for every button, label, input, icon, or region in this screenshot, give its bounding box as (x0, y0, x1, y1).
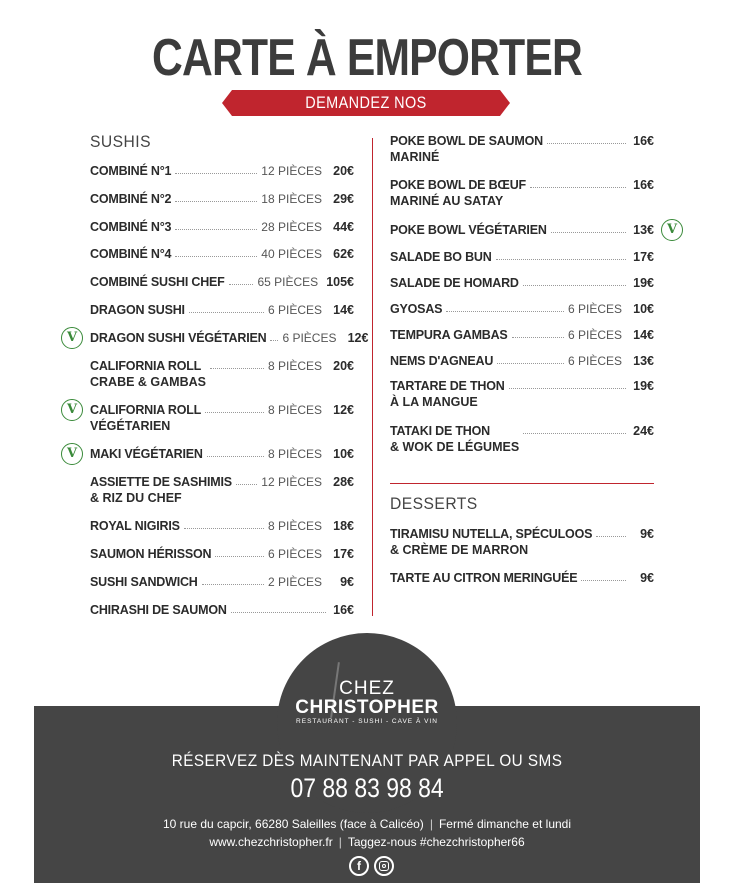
item-price: 13€ (633, 223, 654, 237)
item-quantity: 65 PIÈCES (257, 275, 319, 289)
item-name-block (390, 222, 547, 238)
vegetarian-leaf-icon: V (61, 443, 83, 465)
item-name-block (90, 330, 266, 346)
web-line (0, 835, 734, 849)
item-price: 10€ (633, 302, 654, 316)
item-name: COMBINÉ N°2 (90, 192, 172, 206)
item-name-block (90, 402, 201, 434)
leader-dots (496, 249, 626, 260)
item-quantity: 6 PIÈCES (567, 354, 622, 368)
logo-subtitle: RESTAURANT - SUSHI - CAVE À VIN (296, 718, 438, 725)
menu-item (90, 518, 354, 534)
menu-item (390, 378, 654, 410)
leader-dots (497, 353, 564, 364)
leader-dots (175, 219, 257, 230)
menu-item (90, 274, 354, 290)
item-price: 9€ (340, 575, 354, 589)
suggestions-ribbon (232, 90, 500, 138)
item-name-line2: & RIZ DU CHEF (90, 491, 182, 505)
item-name: NEMS D'AGNEAU (390, 354, 494, 368)
item-price: 16€ (333, 603, 354, 617)
item-name: GYOSAS (390, 302, 443, 316)
leader-dots (512, 327, 564, 338)
item-name: CALIFORNIA ROLL (90, 403, 202, 417)
item-name-block (90, 574, 198, 590)
item-price: 16€ (633, 134, 654, 148)
item-name: SUSHI SANDWICH (90, 575, 198, 589)
menu-item (90, 446, 354, 462)
menu-item (90, 219, 354, 235)
website-link[interactable]: www.chezchristopher.fr (209, 835, 333, 849)
item-name-block (90, 274, 225, 290)
menu-item (390, 327, 654, 343)
menu-item (390, 526, 654, 558)
item-name-block (390, 327, 508, 343)
menu-item (390, 301, 654, 317)
item-name: DRAGON SUSHI (90, 303, 185, 317)
leader-dots (523, 275, 626, 286)
item-name-line2: MARINÉ (390, 150, 440, 164)
item-price: 12€ (347, 331, 369, 345)
item-name: COMBINÉ N°4 (90, 247, 172, 261)
menu-item (390, 570, 654, 586)
facebook-icon[interactable]: f (349, 856, 369, 876)
menu-item (390, 222, 654, 238)
menu-item (390, 249, 654, 265)
ribbon-text: DEMANDEZ NOS SUGGESTIONS (305, 93, 427, 138)
item-name-block (90, 474, 232, 506)
item-name: POKE BOWL VÉGÉTARIEN (390, 223, 547, 237)
item-price: 17€ (633, 250, 654, 264)
item-name-block (390, 526, 592, 558)
item-price: 28€ (333, 475, 354, 489)
item-name: TIRAMISU NUTELLA, SPÉCULOOS (390, 527, 593, 541)
logo-name: CHRISTOPHER (295, 697, 439, 718)
item-price: 16€ (633, 178, 654, 192)
item-name-line2: & CRÈME DE MARRON (390, 543, 529, 557)
item-name-block (90, 302, 185, 318)
item-name-block (390, 275, 519, 291)
item-name-line2: À LA MANGUE (390, 395, 478, 409)
menu-item (90, 602, 354, 618)
leader-dots (581, 570, 626, 581)
opening-hours: Fermé dimanche et lundi (438, 817, 572, 831)
item-name-block (90, 246, 171, 262)
item-name: MAKI VÉGÉTARIEN (90, 447, 203, 461)
item-name: DRAGON SUSHI VÉGÉTARIEN (90, 331, 267, 345)
reserve-label: RÉSERVEZ DÈS MAINTENANT PAR APPEL OU SMS (171, 751, 563, 770)
page-title: CARTE À EMPORTER (152, 29, 582, 87)
menu-item (90, 246, 354, 262)
leader-dots (175, 246, 257, 257)
item-price: 19€ (633, 379, 654, 393)
item-name-line2: MARINÉ AU SATAY (390, 194, 504, 208)
item-price: 44€ (333, 220, 354, 234)
sushis-section-title: SUSHIS (90, 132, 151, 151)
item-name: POKE BOWL DE BŒUF (390, 178, 526, 192)
item-price: 14€ (633, 328, 654, 342)
item-name-line2: VÉGÉTARIEN (90, 419, 171, 433)
item-name: TARTARE DE THON (390, 379, 505, 393)
leader-dots (175, 191, 257, 202)
item-quantity: 18 PIÈCES (261, 192, 322, 206)
item-quantity: 8 PIÈCES (267, 447, 322, 461)
menu-item (90, 330, 369, 346)
menu-item (90, 358, 354, 390)
item-name: TATAKI DE THON (390, 424, 490, 438)
item-name-block (90, 219, 171, 235)
item-name-block (390, 423, 519, 455)
item-name-block (90, 163, 171, 179)
item-name-line2: & WOK DE LÉGUMES (390, 440, 520, 454)
item-name-line2: CRABE & GAMBAS (90, 375, 206, 389)
menu-item (90, 402, 354, 434)
column-divider (372, 138, 373, 616)
leader-dots (229, 274, 254, 285)
phone-label: 07 88 83 98 84 (290, 773, 444, 803)
item-quantity: 6 PIÈCES (567, 328, 622, 342)
menu-item (390, 423, 654, 455)
item-price: 105€ (326, 275, 354, 289)
item-name-block (90, 546, 211, 562)
item-quantity: 6 PIÈCES (567, 302, 622, 316)
menu-item (90, 302, 354, 318)
menu-item (390, 133, 654, 165)
leader-dots (231, 602, 326, 613)
item-name: COMBINÉ N°1 (90, 164, 172, 178)
item-price: 19€ (633, 276, 654, 290)
leader-dots (509, 378, 626, 389)
item-price: 20€ (333, 164, 354, 178)
item-quantity: 2 PIÈCES (267, 575, 322, 589)
desserts-section-title: DESSERTS (390, 494, 478, 513)
vegetarian-leaf-icon: V (661, 219, 683, 241)
item-name: COMBINÉ SUSHI CHEF (90, 275, 225, 289)
menu-item (90, 163, 354, 179)
item-quantity: 8 PIÈCES (267, 359, 322, 373)
item-name-block (90, 602, 227, 618)
desserts-divider (390, 483, 654, 484)
menu-item (390, 177, 654, 209)
menu-item (90, 574, 354, 590)
item-name-block (390, 570, 577, 586)
item-name-block (390, 133, 543, 165)
hashtag: Taggez-nous #chezchristopher66 (347, 835, 525, 849)
logo-chez: CHEZ (339, 678, 395, 699)
leader-dots (547, 133, 626, 144)
item-name-block (390, 249, 492, 265)
reserve-text (0, 751, 734, 771)
item-quantity: 12 PIÈCES (261, 475, 322, 489)
address-line (0, 817, 734, 831)
menu-item (90, 474, 354, 506)
item-price: 9€ (640, 571, 654, 585)
separator: | (338, 835, 342, 849)
vegetarian-leaf-icon: V (61, 399, 83, 421)
vegetarian-leaf-icon: V (61, 327, 83, 349)
phone-number[interactable] (0, 773, 734, 804)
item-price: 9€ (640, 527, 654, 541)
item-name: TARTE AU CITRON MERINGUÉE (390, 571, 578, 585)
item-quantity: 12 PIÈCES (261, 164, 322, 178)
item-price: 24€ (633, 424, 654, 438)
item-quantity: 6 PIÈCES (267, 547, 322, 561)
leader-dots (523, 423, 626, 434)
leader-dots (210, 358, 264, 369)
item-price: 18€ (333, 519, 354, 533)
item-name-block (390, 177, 526, 209)
item-name: CALIFORNIA ROLL (90, 359, 202, 373)
leader-dots (175, 163, 257, 174)
item-quantity: 6 PIÈCES (282, 331, 337, 345)
leader-dots (270, 330, 278, 341)
item-quantity: 28 PIÈCES (261, 220, 322, 234)
item-price: 20€ (333, 359, 354, 373)
item-name-block (390, 378, 505, 410)
leader-dots (184, 518, 264, 529)
leader-dots (236, 474, 257, 485)
item-price: 29€ (333, 192, 354, 206)
leader-dots (202, 574, 264, 585)
menu-item (90, 191, 354, 207)
leader-dots (205, 402, 264, 413)
menu-item (390, 275, 654, 291)
item-name-block (90, 446, 203, 462)
menu-item (390, 353, 654, 369)
leader-dots (189, 302, 264, 313)
instagram-icon[interactable] (374, 856, 394, 876)
leader-dots (446, 301, 564, 312)
item-price: 17€ (333, 547, 354, 561)
leader-dots (596, 526, 626, 537)
item-name: ASSIETTE DE SASHIMIS (90, 475, 232, 489)
item-price: 12€ (333, 403, 354, 417)
item-price: 13€ (633, 354, 654, 368)
item-price: 14€ (333, 303, 354, 317)
menu-item (90, 546, 354, 562)
item-name: TEMPURA GAMBAS (390, 328, 508, 342)
item-name: SALADE BO BUN (390, 250, 492, 264)
item-price: 10€ (333, 447, 354, 461)
leader-dots (215, 546, 264, 557)
item-name: SALADE DE HOMARD (390, 276, 519, 290)
item-name: ROYAL NIGIRIS (90, 519, 180, 533)
item-quantity: 40 PIÈCES (261, 247, 322, 261)
item-name: CHIRASHI DE SAUMON (90, 603, 227, 617)
leader-dots (207, 446, 264, 457)
item-name-block (390, 353, 493, 369)
item-name: COMBINÉ N°3 (90, 220, 172, 234)
item-name: POKE BOWL DE SAUMON (390, 134, 543, 148)
item-quantity: 6 PIÈCES (267, 303, 322, 317)
item-price: 62€ (333, 247, 354, 261)
item-quantity: 8 PIÈCES (267, 519, 322, 533)
item-quantity: 8 PIÈCES (267, 403, 322, 417)
leader-dots (530, 177, 626, 188)
address: 10 rue du capcir, 66280 Saleilles (face à Calicéo) (162, 817, 424, 831)
item-name-block (90, 518, 180, 534)
separator: | (429, 817, 433, 831)
leader-dots (551, 222, 626, 233)
item-name-block (90, 358, 206, 390)
item-name-block (90, 191, 171, 207)
item-name: SAUMON HÉRISSON (90, 547, 212, 561)
item-name-block (390, 301, 442, 317)
